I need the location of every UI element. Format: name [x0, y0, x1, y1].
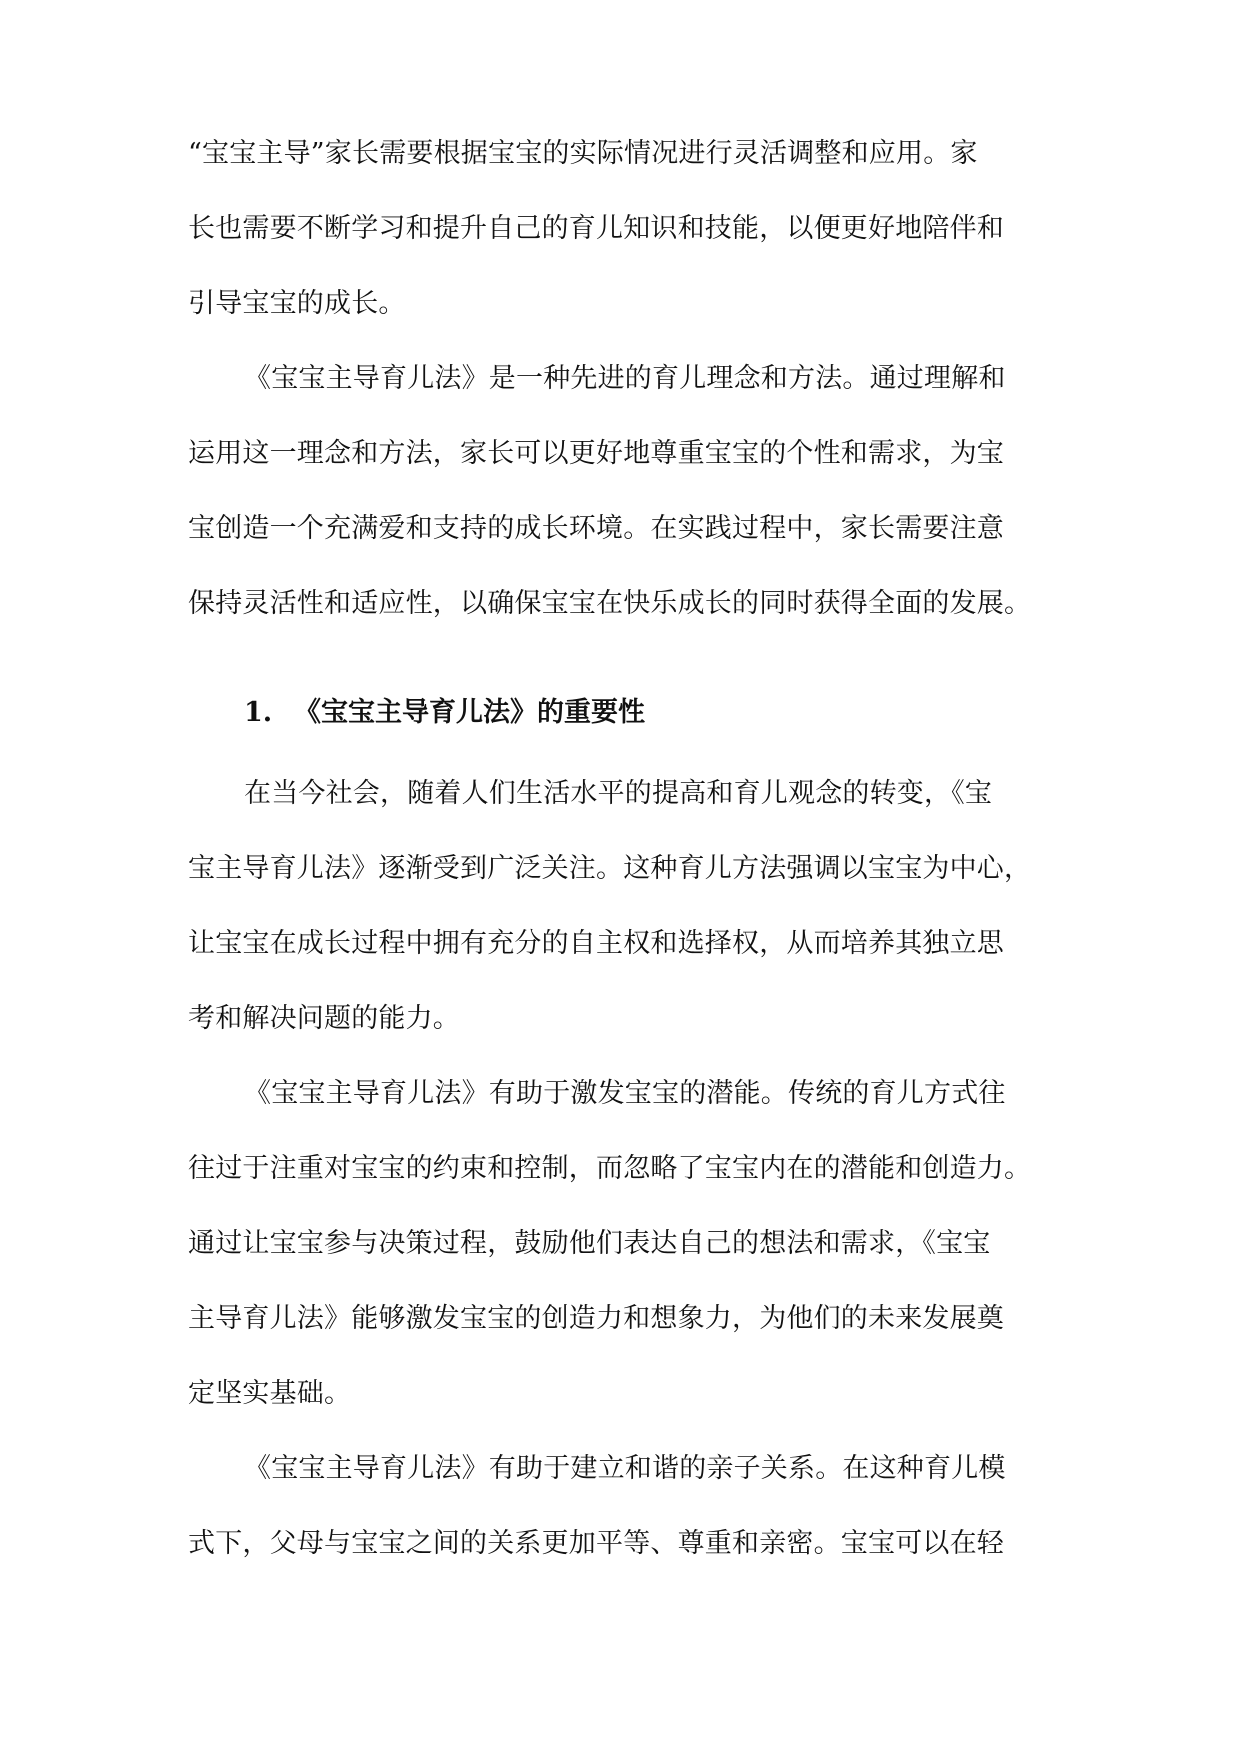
paragraph-3-line-4: 考和解决问题的能力。	[188, 1003, 460, 1034]
paragraph-1-line-3: 引导宝宝的成长。	[188, 288, 406, 319]
paragraph-1-line-2: 长也需要不断学习和提升自己的育儿知识和技能，以便更好地陪伴和	[188, 213, 1004, 244]
paragraph-5-line-1: 《宝宝主导育儿法》有助于建立和谐的亲子关系。在这种育儿模	[244, 1453, 1006, 1484]
paragraph-2-line-2: 运用这一理念和方法，家长可以更好地尊重宝宝的个性和需求，为宝	[188, 438, 1004, 469]
paragraph-4-line-3: 通过让宝宝参与决策过程，鼓励他们表达自己的想法和需求，《宝宝	[188, 1228, 991, 1259]
section-title: 《宝宝主导育儿法》的重要性	[294, 697, 645, 728]
section-number: 1.	[244, 697, 273, 728]
paragraph-2-line-1: 《宝宝主导育儿法》是一种先进的育儿理念和方法。通过理解和	[244, 363, 1006, 394]
paragraph-5-line-2: 式下，父母与宝宝之间的关系更加平等、尊重和亲密。宝宝可以在轻	[188, 1528, 1004, 1559]
paragraph-2-line-4: 保持灵活性和适应性，以确保宝宝在快乐成长的同时获得全面的发展。	[188, 588, 1032, 619]
paragraph-3-line-2: 宝主导育儿法》逐渐受到广泛关注。这种育儿方法强调以宝宝为中心，	[188, 853, 1032, 884]
paragraph-3-line-3: 让宝宝在成长过程中拥有充分的自主权和选择权，从而培养其独立思	[188, 928, 1004, 959]
paragraph-4-line-4: 主导育儿法》能够激发宝宝的创造力和想象力，为他们的未来发展奠	[188, 1303, 1004, 1334]
paragraph-4-line-1: 《宝宝主导育儿法》有助于激发宝宝的潜能。传统的育儿方式往	[244, 1078, 1006, 1109]
paragraph-3-line-1: 在当今社会，随着人们生活水平的提高和育儿观念的转变，《宝	[244, 778, 993, 809]
paragraph-4-line-5: 定坚实基础。	[188, 1378, 352, 1409]
paragraph-1-line-1: “宝宝主导”家长需要根据宝宝的实际情况进行灵活调整和应用。家	[188, 138, 978, 169]
paragraph-2-line-3: 宝创造一个充满爱和支持的成长环境。在实践过程中，家长需要注意	[188, 513, 1004, 544]
section-heading	[244, 693, 645, 733]
paragraph-4-line-2: 往过于注重对宝宝的约束和控制，而忽略了宝宝内在的潜能和创造力。	[188, 1153, 1032, 1184]
